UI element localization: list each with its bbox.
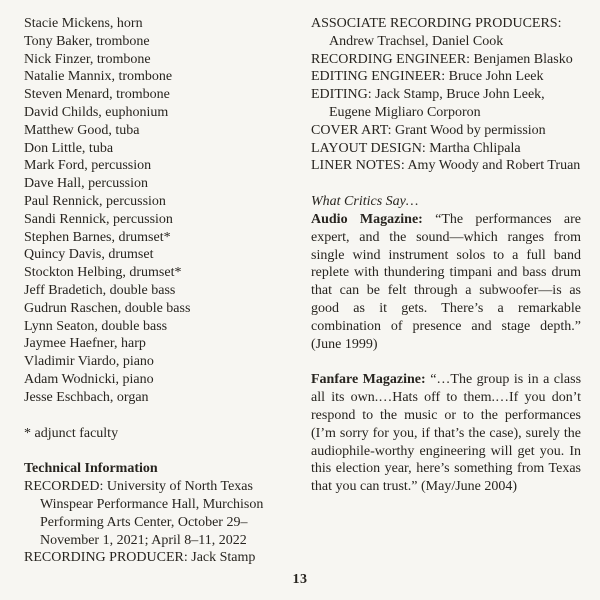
personnel-item: Dave Hall, percussion <box>24 176 149 192</box>
review-quote: “The performances are expert, and the sound—which ranges from single wind instrument solos to a full band replete with thundering timpani and bass drum that can be felt through a subwoofer—is as good as it gets. There’s a remarkable combination of presence and stage depth.” (June 1999) <box>311 211 581 352</box>
technical-heading: Technical Information <box>24 461 158 477</box>
technical-entry: RECORDED: University of North Texas Winspear Performance Hall, Murchison Performing Arts Center, October 29–November 1, 2021; April 8–11, 2022 <box>24 479 264 548</box>
personnel-item: Stacie Mickens, horn <box>24 16 143 31</box>
credit-entry: ASSOCIATE RECORDING PRODUCERS: Andrew Trachsel, Daniel Cook <box>311 16 562 49</box>
credit-entry: EDITING ENGINEER: Bruce John Leek <box>311 69 544 85</box>
credit-entry: LINER NOTES: Amy Woody and Robert Truan <box>311 158 581 174</box>
left-column <box>24 15 302 567</box>
credit-entry: LAYOUT DESIGN: Martha Chlipala <box>311 140 521 156</box>
personnel-item: Sandi Rennick, percussion <box>24 211 173 227</box>
personnel-item: Don Little, tuba <box>24 140 114 156</box>
personnel-item: David Childs, euphonium <box>24 104 169 120</box>
personnel-item: Vladimir Viardo, piano <box>24 354 154 370</box>
review-source: Audio Magazine: <box>311 211 423 227</box>
credit-entry: RECORDING ENGINEER: Benjamen Blasko <box>311 51 573 67</box>
page-number: 13 <box>292 572 308 588</box>
personnel-item: Quincy Davis, drumset <box>24 247 154 263</box>
personnel-item: Natalie Mannix, trombone <box>24 69 173 85</box>
personnel-item: Stockton Helbing, drumset* <box>24 265 182 281</box>
review-source: Fanfare Magazine: <box>311 372 426 388</box>
personnel-item: Lynn Seaton, double bass <box>24 318 168 334</box>
personnel-item: Nick Finzer, trombone <box>24 51 151 67</box>
credits-list <box>311 15 581 175</box>
personnel-item: Mark Ford, percussion <box>24 158 152 174</box>
personnel-list <box>24 15 302 407</box>
personnel-item: Jeff Bradetich, double bass <box>24 282 176 298</box>
personnel-item: Tony Baker, trombone <box>24 33 150 49</box>
critics-heading: What Critics Say… <box>311 194 419 210</box>
technical-entry: RECORDING PRODUCER: Jack Stamp <box>24 550 256 566</box>
personnel-item: Gudrun Raschen, double bass <box>24 300 191 316</box>
personnel-item: Steven Menard, trombone <box>24 87 170 103</box>
personnel-item: Adam Wodnicki, piano <box>24 371 154 387</box>
personnel-item: Jaymee Haefner, harp <box>24 336 146 352</box>
review-audio-magazine <box>311 211 581 353</box>
right-column <box>311 15 581 496</box>
adjunct-footnote: * adjunct faculty <box>24 425 119 441</box>
personnel-item: Matthew Good, tuba <box>24 122 140 138</box>
credit-entry: EDITING: Jack Stamp, Bruce John Leek, Eugene Migliaro Corporon <box>311 87 545 120</box>
credit-entry: COVER ART: Grant Wood by permission <box>311 122 546 138</box>
personnel-item: Jesse Eschbach, organ <box>24 389 149 405</box>
review-quote: “…The group is in a class all its own.…Hats off to them.…If you don’t respond to the music or to the performances (I’m sorry for you, if that’s the case), surely the audiophile-worthy engineering will get you. In this election year, here’s something from Texas that you can trust.” (May/June 2004) <box>311 372 582 495</box>
technical-entries <box>24 478 302 567</box>
review-fanfare-magazine <box>311 371 581 496</box>
personnel-item: Paul Rennick, percussion <box>24 193 166 209</box>
personnel-item: Stephen Barnes, drumset* <box>24 229 171 245</box>
